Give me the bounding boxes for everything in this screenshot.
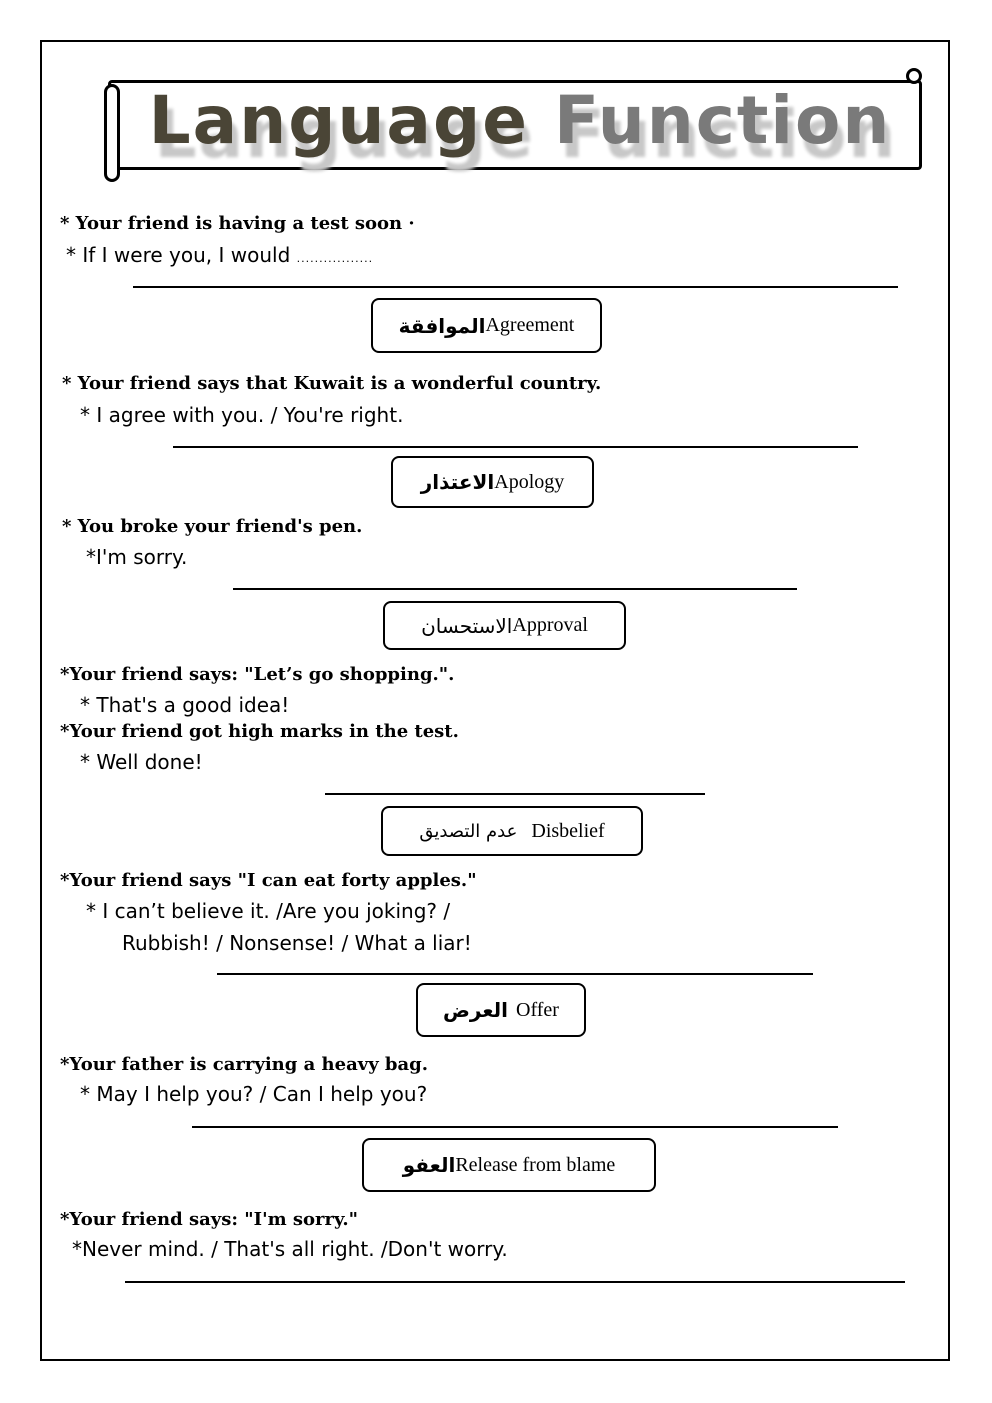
label-release-from-blame bbox=[362, 1138, 656, 1192]
response-text: * That's a good idea! bbox=[80, 693, 290, 717]
label-english: Apology bbox=[494, 470, 565, 493]
label-disbelief bbox=[381, 806, 643, 856]
label-apology bbox=[391, 456, 594, 508]
title-word-1: Language bbox=[148, 82, 529, 159]
page-title bbox=[130, 82, 910, 159]
situation-prompt: * You broke your friend's pen. bbox=[62, 516, 363, 537]
label-agreement bbox=[371, 298, 602, 353]
title-word-2: Function bbox=[553, 82, 892, 159]
label-approval bbox=[383, 601, 626, 650]
response-text: * I agree with you. / You're right. bbox=[80, 403, 404, 427]
divider bbox=[133, 286, 898, 288]
response-text: * If I were you, I would bbox=[66, 243, 291, 267]
label-arabic: العفو bbox=[402, 1153, 456, 1177]
response-text: * May I help you? / Can I help you? bbox=[80, 1082, 428, 1106]
label-arabic: العرض bbox=[443, 998, 509, 1022]
response-text: *I'm sorry. bbox=[86, 545, 188, 569]
situation-prompt: *Your friend says: "I'm sorry." bbox=[60, 1209, 359, 1230]
response-text: *Never mind. / That's all right. /Don't worry. bbox=[72, 1237, 508, 1261]
response-line bbox=[66, 243, 373, 267]
scroll-roll-left bbox=[104, 84, 120, 182]
label-arabic: الموافقة bbox=[398, 313, 486, 338]
divider bbox=[125, 1281, 905, 1283]
situation-prompt: * Your friend is having a test soon · bbox=[60, 213, 415, 234]
situation-prompt: *Your friend got high marks in the test. bbox=[60, 721, 459, 742]
divider bbox=[325, 793, 705, 795]
situation-prompt: *Your friend says "I can eat forty apples." bbox=[60, 870, 477, 891]
response-text: * I can’t believe it. /Are you joking? / bbox=[86, 899, 451, 923]
fill-blank: ................. bbox=[296, 252, 374, 265]
label-english: Disbelief bbox=[531, 819, 605, 842]
label-arabic: عدم التصديق bbox=[419, 820, 518, 842]
divider bbox=[233, 588, 797, 590]
label-english: Offer bbox=[516, 998, 559, 1021]
response-text: Rubbish! / Nonsense! / What a liar! bbox=[122, 931, 472, 955]
response-text: * Well done! bbox=[80, 750, 203, 774]
divider bbox=[217, 973, 813, 975]
situation-prompt: * Your friend says that Kuwait is a wonderful country. bbox=[62, 373, 602, 394]
situation-prompt: *Your father is carrying a heavy bag. bbox=[60, 1054, 429, 1075]
label-english: Agreement bbox=[485, 314, 575, 336]
label-offer bbox=[416, 983, 586, 1037]
label-arabic: الاستحسان bbox=[421, 613, 513, 638]
label-arabic: الاعتذار bbox=[420, 470, 495, 494]
divider bbox=[173, 446, 858, 448]
situation-prompt: *Your friend says: "Let’s go shopping.". bbox=[60, 664, 455, 685]
divider bbox=[192, 1126, 838, 1128]
label-english: Approval bbox=[512, 614, 588, 636]
label-english: Release from blame bbox=[455, 1153, 616, 1176]
